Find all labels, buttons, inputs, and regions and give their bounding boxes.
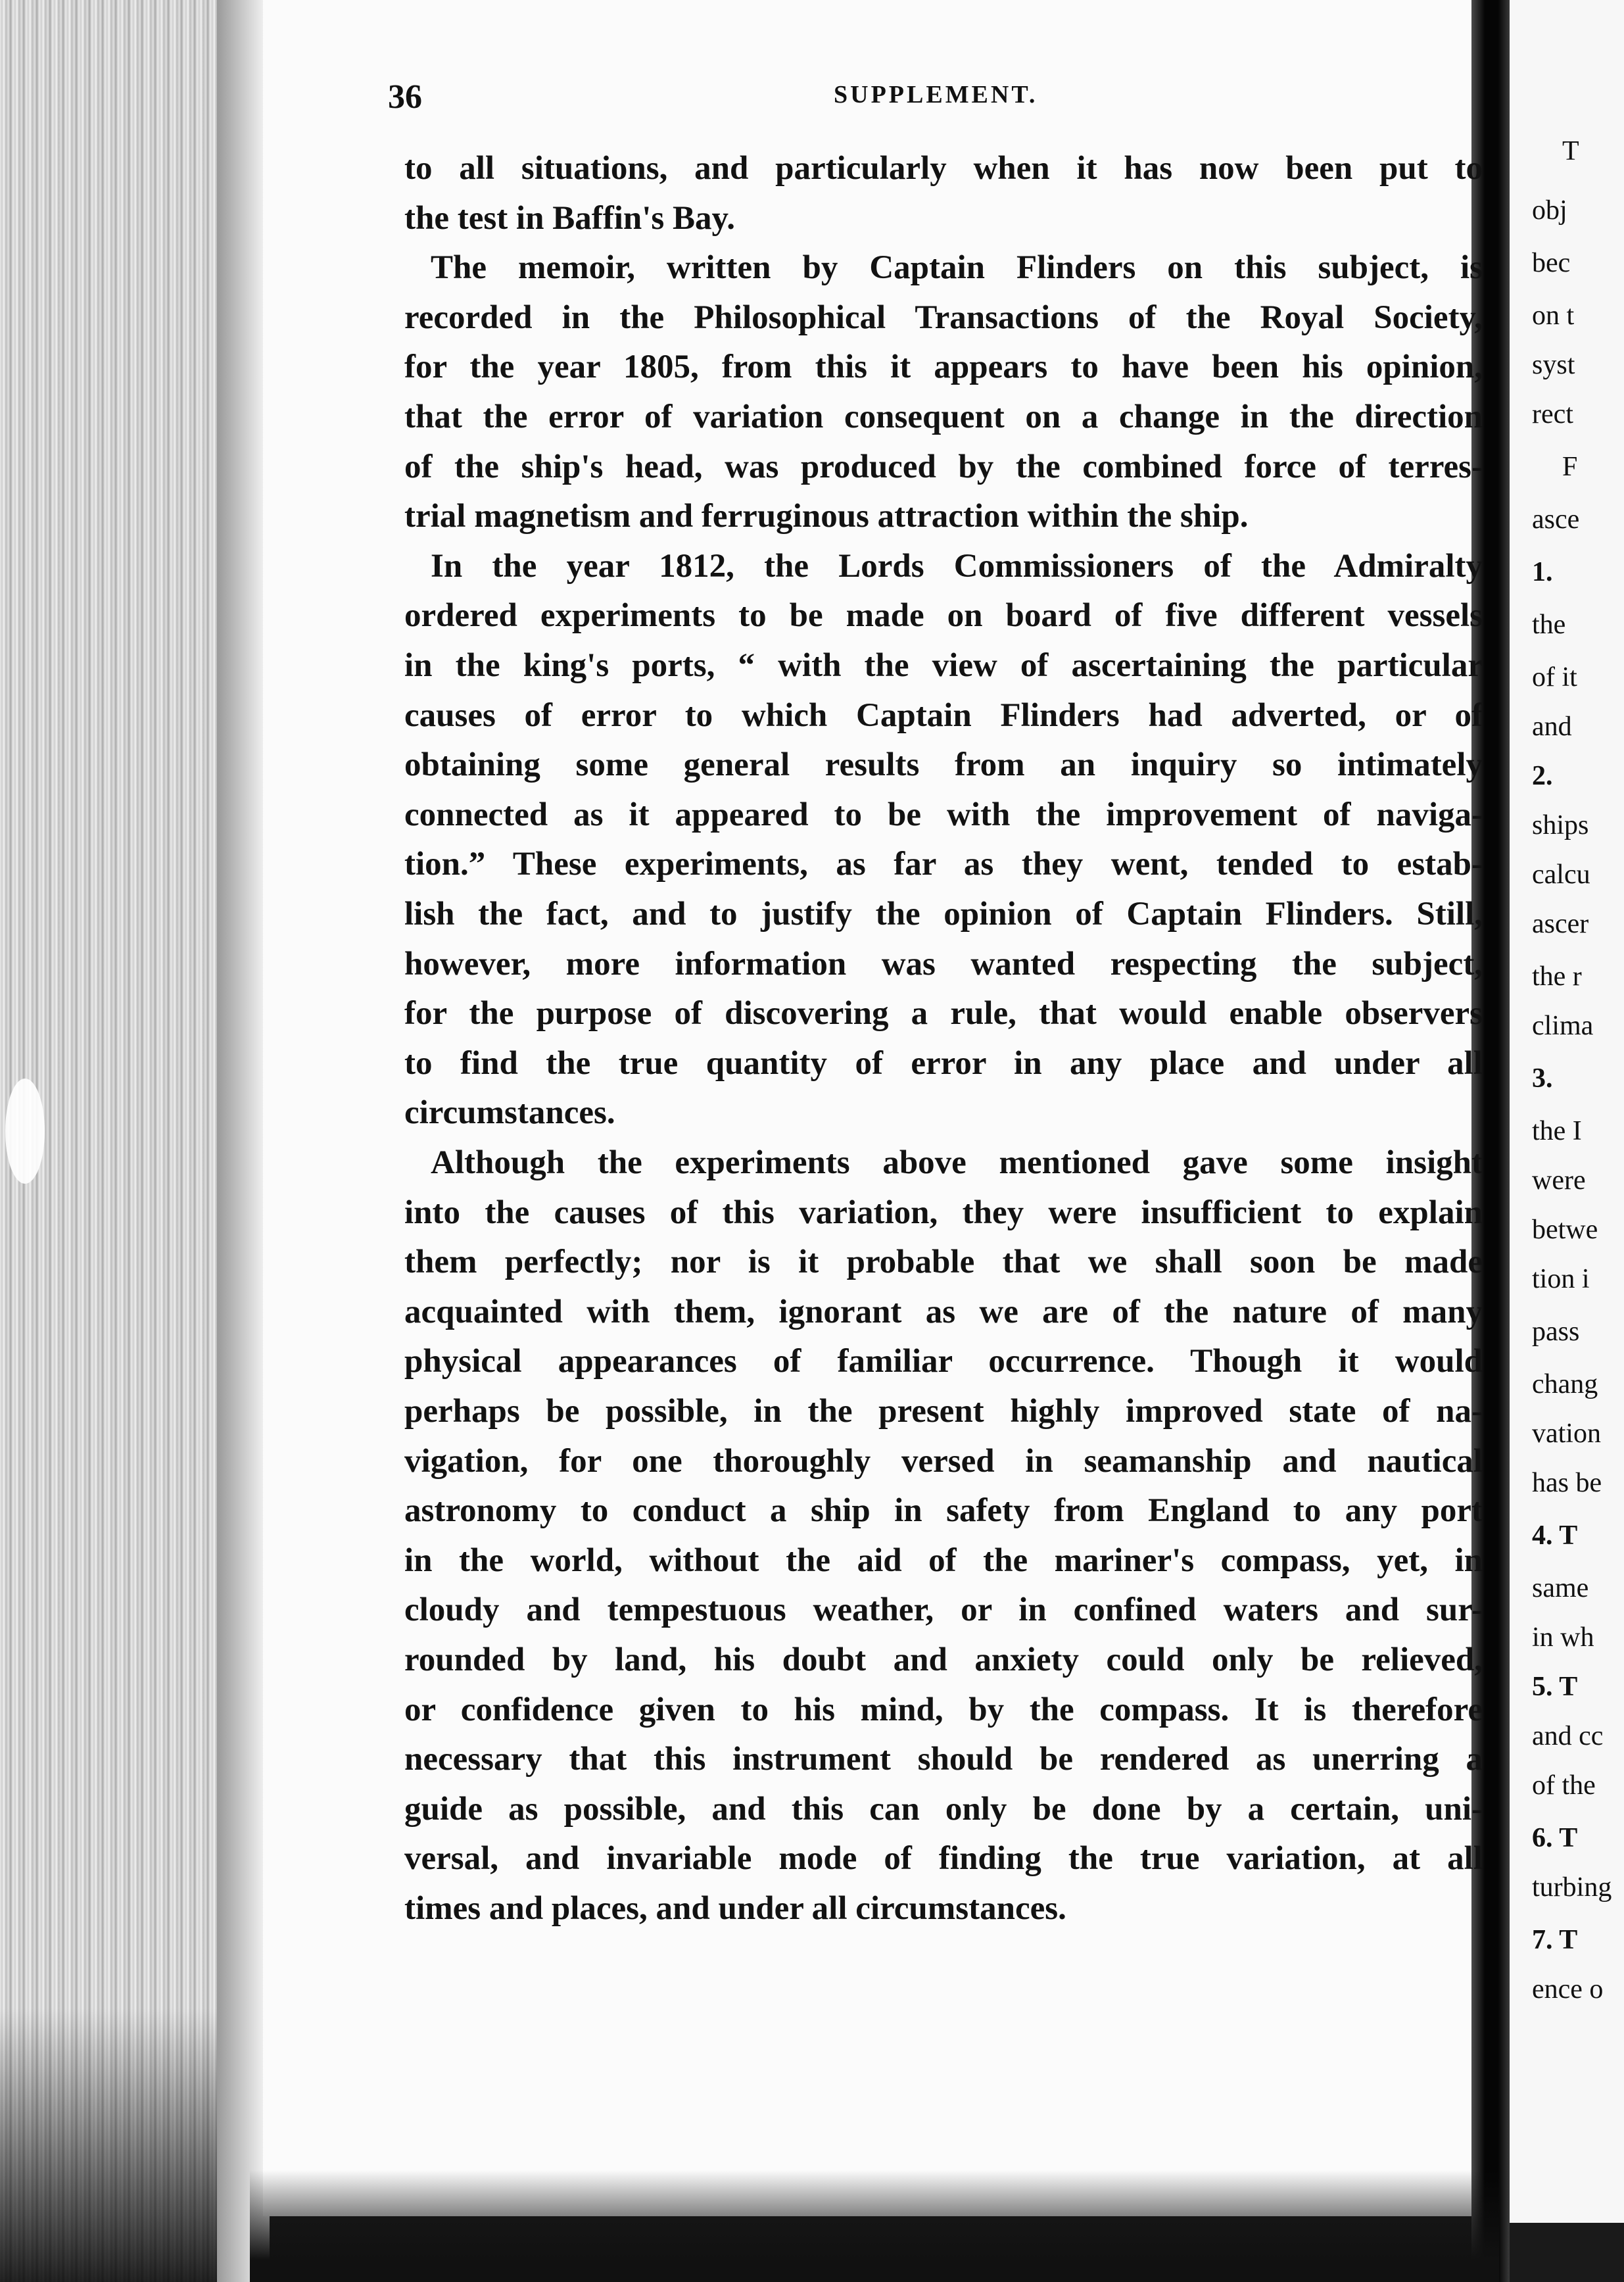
text-line: causes of error to which Captain Flinders had adverted, or of (404, 696, 1483, 734)
text-line: tion.” These experiments, as far as they went, tended to estab- (404, 846, 1483, 883)
facing-text-line: asce (1532, 504, 1580, 535)
facing-text-line: 7. T (1532, 1925, 1578, 1955)
text-line: of the ship's head, was produced by the combined force of terres- (404, 448, 1483, 485)
page-bottom-shadow (250, 2170, 1499, 2282)
facing-text-line: vation (1532, 1419, 1601, 1449)
text-line: In the year 1812, the Lords Commissioners of the Admiralty (431, 547, 1483, 585)
left-page-curve (217, 0, 270, 2282)
text-line: versal, and invariable mode of finding the true variation, at all (404, 1840, 1483, 1878)
facing-page (1510, 0, 1624, 2223)
facing-text-line: 6. T (1532, 1823, 1578, 1853)
text-line: or confidence given to his mind, by the compass. It is therefore (404, 1691, 1483, 1728)
facing-text-line: turbing (1532, 1872, 1612, 1903)
facing-text-line: 2. (1532, 761, 1553, 791)
facing-text-line: betwe (1532, 1215, 1598, 1245)
text-line: in the world, without the aid of the mariner's compass, yet, in (404, 1542, 1483, 1579)
page-number: 36 (388, 78, 422, 116)
facing-text-line: 5. T (1532, 1672, 1578, 1702)
text-line: into the causes of this variation, they were insufficient to explain (404, 1194, 1483, 1231)
facing-text-line: chang (1532, 1369, 1598, 1399)
facing-text-line: tion i (1532, 1264, 1590, 1294)
facing-text-line: obj (1532, 195, 1567, 226)
text-line: obtaining some general results from an inquiry so intimately (404, 746, 1483, 784)
text-line: to all situations, and particularly when it has now been put to (404, 150, 1483, 187)
facing-text-line: 4. T (1532, 1520, 1578, 1551)
text-line: vigation, for one thoroughly versed in seamanship and nautical (404, 1442, 1483, 1480)
facing-text-line: has be (1532, 1468, 1602, 1498)
text-line: cloudy and tempestuous weather, or in confined waters and sur- (404, 1591, 1483, 1629)
text-line: circumstances. (404, 1094, 615, 1132)
text-line: them perfectly; nor is it probable that we shall soon be made (404, 1244, 1483, 1281)
facing-text-line: 3. (1532, 1063, 1553, 1094)
facing-text-line: ascer (1532, 909, 1589, 939)
facing-text-line: syst (1532, 350, 1575, 380)
facing-text-line: rect (1532, 399, 1573, 429)
text-line: however, more information was wanted respecting the subject, (404, 945, 1483, 983)
text-line: recorded in the Philosophical Transactions of the Royal Society, (404, 299, 1483, 336)
text-line: connected as it appeared to be with the improvement of naviga- (404, 796, 1483, 833)
text-line: acquainted with them, ignorant as we are of the nature of many (404, 1293, 1483, 1330)
running-title: SUPPLEMENT. (834, 81, 1038, 109)
facing-text-line: 1. (1532, 557, 1553, 587)
facing-text-line: T (1562, 136, 1579, 166)
text-line: perhaps be possible, in the present highly improved state of na- (404, 1393, 1483, 1430)
facing-text-line: ships (1532, 810, 1589, 840)
text-line: guide as possible, and this can only be done by a certain, uni- (404, 1790, 1483, 1828)
text-line: astronomy to conduct a ship in safety from England to any port (404, 1492, 1483, 1530)
facing-text-line: in wh (1532, 1622, 1594, 1653)
facing-text-line: and cc (1532, 1721, 1604, 1751)
text-line: rounded by land, his doubt and anxiety could only be relieved, (404, 1641, 1483, 1678)
text-line: times and places, and under all circumstances. (404, 1890, 1066, 1927)
facing-text-line: of the (1532, 1770, 1596, 1801)
facing-text-line: F (1562, 452, 1578, 482)
facing-text-line: the (1532, 610, 1566, 640)
text-line: lish the fact, and to justify the opinion of Captain Flinders. Still, (404, 896, 1483, 933)
text-line: in the king's ports, “ with the view of ascertaining the particular (404, 647, 1483, 684)
text-line: trial magnetism and ferruginous attraction within the ship. (404, 498, 1249, 535)
text-line: Although the experiments above mentioned gave some insight (431, 1144, 1483, 1181)
facing-text-line: the I (1532, 1116, 1582, 1146)
text-line: the test in Baffin's Bay. (404, 199, 735, 237)
facing-text-line: of it (1532, 662, 1577, 692)
facing-text-line: ence o (1532, 1974, 1604, 2004)
text-line: for the year 1805, from this it appears to have been his opinion, (404, 349, 1483, 386)
facing-text-line: clima (1532, 1011, 1594, 1041)
page-edge-stain (5, 1079, 45, 1184)
facing-text-line: the r (1532, 961, 1582, 992)
text-line: physical appearances of familiar occurrence. Though it would (404, 1343, 1483, 1380)
text-line: that the error of variation consequent on a change in the direction (404, 399, 1483, 435)
text-line: ordered experiments to be made on board of five different vessels (404, 597, 1483, 635)
facing-text-line: same (1532, 1573, 1589, 1603)
facing-text-line: pass (1532, 1317, 1580, 1347)
facing-text-line: calcu (1532, 860, 1590, 890)
facing-text-line: and (1532, 712, 1572, 742)
text-line: The memoir, written by Captain Flinders on this subject, is (431, 249, 1483, 287)
facing-text-line: on t (1532, 301, 1575, 331)
text-line: to find the true quantity of error in any place and under all (404, 1044, 1483, 1082)
facing-text-line: were (1532, 1165, 1586, 1196)
facing-text-line: bec (1532, 248, 1571, 278)
text-line: for the purpose of discovering a rule, that would enable observers (404, 995, 1483, 1032)
text-line: necessary that this instrument should be rendered as unerring a (404, 1741, 1483, 1778)
